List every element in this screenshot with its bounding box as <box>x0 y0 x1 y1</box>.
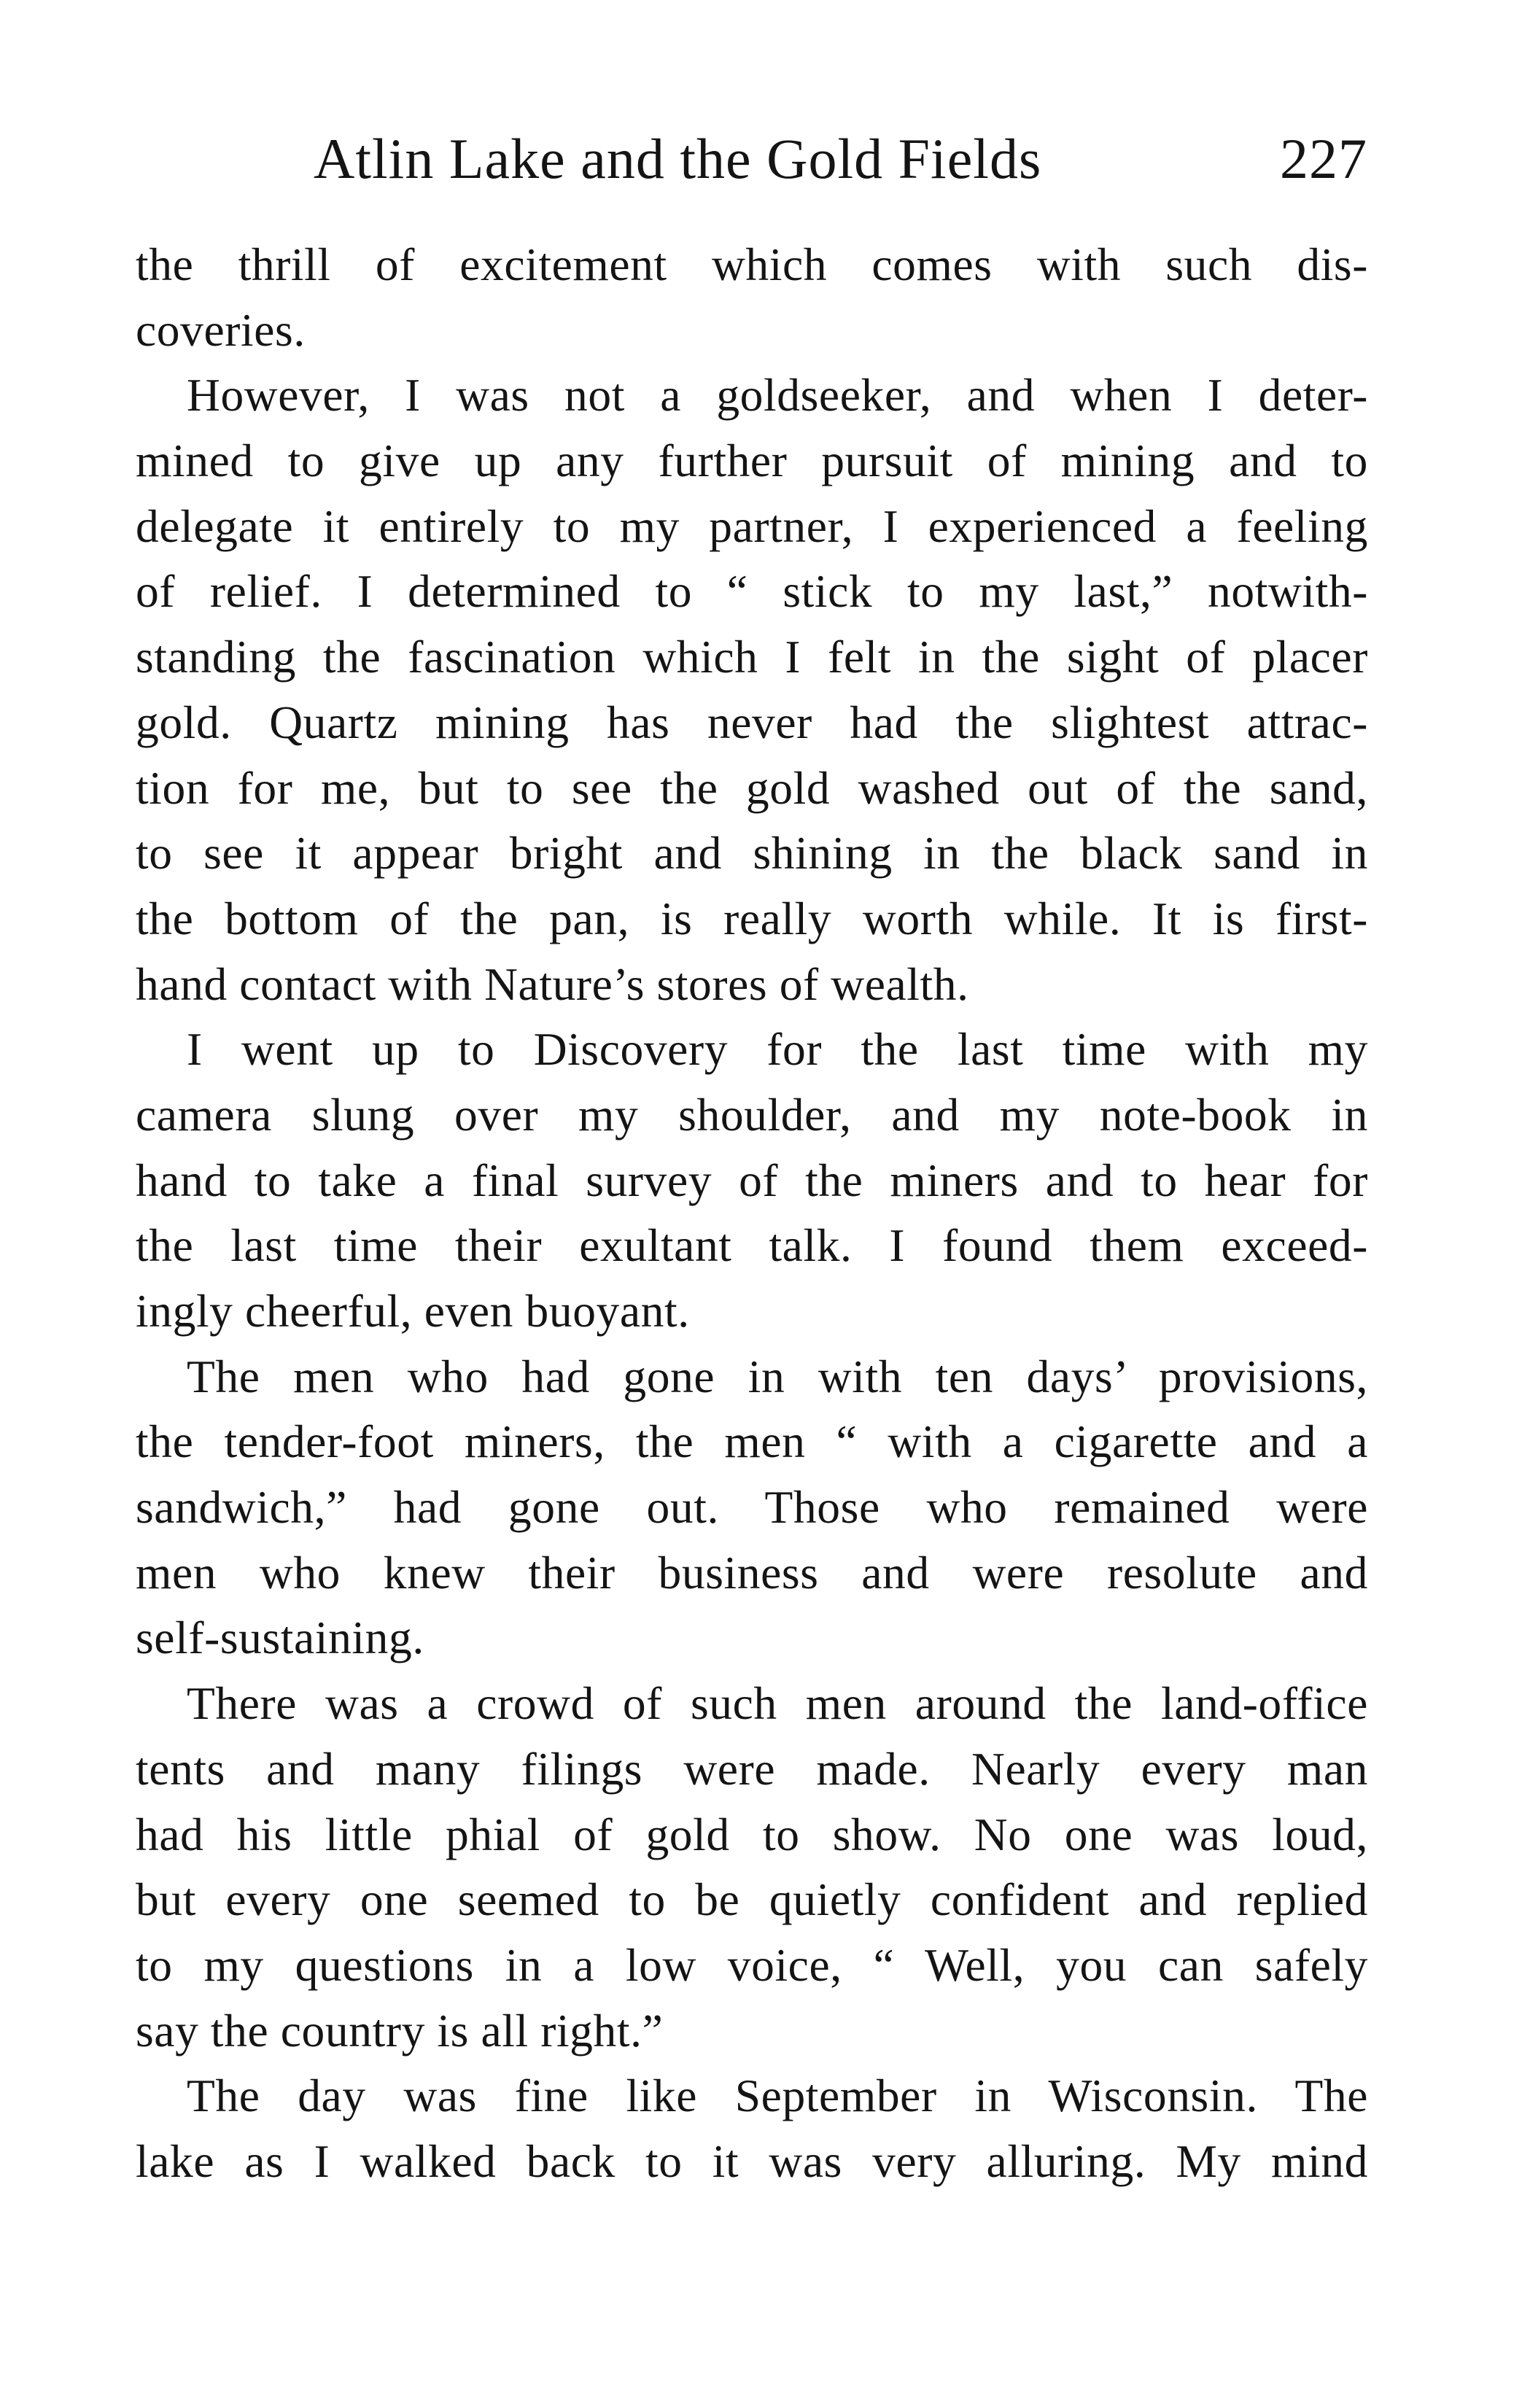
text-line: the thrill of excitement which comes with such dis- <box>136 238 1368 290</box>
text-line: gold. Quartz mining has never had the slightest attrac- <box>136 696 1368 748</box>
text-line: I went up to Discovery for the last time with my <box>187 1023 1368 1076</box>
text-line: lake as I walked back to it was very alluring. My mind <box>136 2135 1368 2187</box>
text-line: of relief. I determined to “ stick to my last,” notwith- <box>136 565 1368 618</box>
text-line: had his little phial of gold to show. No one was loud, <box>136 1808 1368 1860</box>
text-line: tents and many filings were made. Nearly every man <box>136 1742 1368 1795</box>
text-line: to my questions in a low voice, “ Well, you can safely <box>136 1938 1368 1991</box>
text-line: The day was fine like September in Wisconsin. The <box>187 2070 1368 2122</box>
text-line: tion for me, but to see the gold washed out of the sand, <box>136 761 1368 814</box>
text-line: camera slung over my shoulder, and my note-book in <box>136 1088 1368 1141</box>
text-line: men who knew their business and were resolute and <box>136 1546 1368 1599</box>
text-line: sandwich,” had gone out. Those who remained were <box>136 1481 1368 1534</box>
text-line: the bottom of the pan, is really worth while. It is first- <box>136 892 1368 944</box>
text-line: There was a crowd of such men around the land-office <box>187 1677 1368 1730</box>
text-line: standing the fascination which I felt in the sight of placer <box>136 631 1368 683</box>
text-line: However, I was not a goldseeker, and when I deter- <box>187 369 1368 422</box>
text-line: ingly cheerful, even buoyant. <box>136 1285 690 1337</box>
text-line: hand contact with Nature’s stores of wealth. <box>136 958 969 1010</box>
text-line: the last time their exultant talk. I found them exceed- <box>136 1219 1368 1272</box>
text-line: self-sustaining. <box>136 1612 424 1664</box>
text-line: the tender-foot miners, the men “ with a cigarette and a <box>136 1415 1368 1468</box>
page-number: 227 <box>1280 127 1367 190</box>
text-line: delegate it entirely to my partner, I experienced a feeling <box>136 500 1368 552</box>
text-line: coveries. <box>136 303 306 356</box>
text-line: to see it appear bright and shining in the black sand in <box>136 827 1368 879</box>
text-line: The men who had gone in with ten days’ provisions, <box>187 1350 1368 1402</box>
text-line: but every one seemed to be quietly confident and replied <box>136 1873 1368 1926</box>
running-title: Atlin Lake and the Gold Fields <box>314 127 1042 190</box>
body-text <box>136 232 1368 2194</box>
running-head <box>314 123 1367 195</box>
text-line: mined to give up any further pursuit of mining and to <box>136 435 1368 487</box>
text-line: say the country is all right.” <box>136 2004 664 2056</box>
text-line: hand to take a final survey of the miners and to hear for <box>136 1154 1368 1206</box>
